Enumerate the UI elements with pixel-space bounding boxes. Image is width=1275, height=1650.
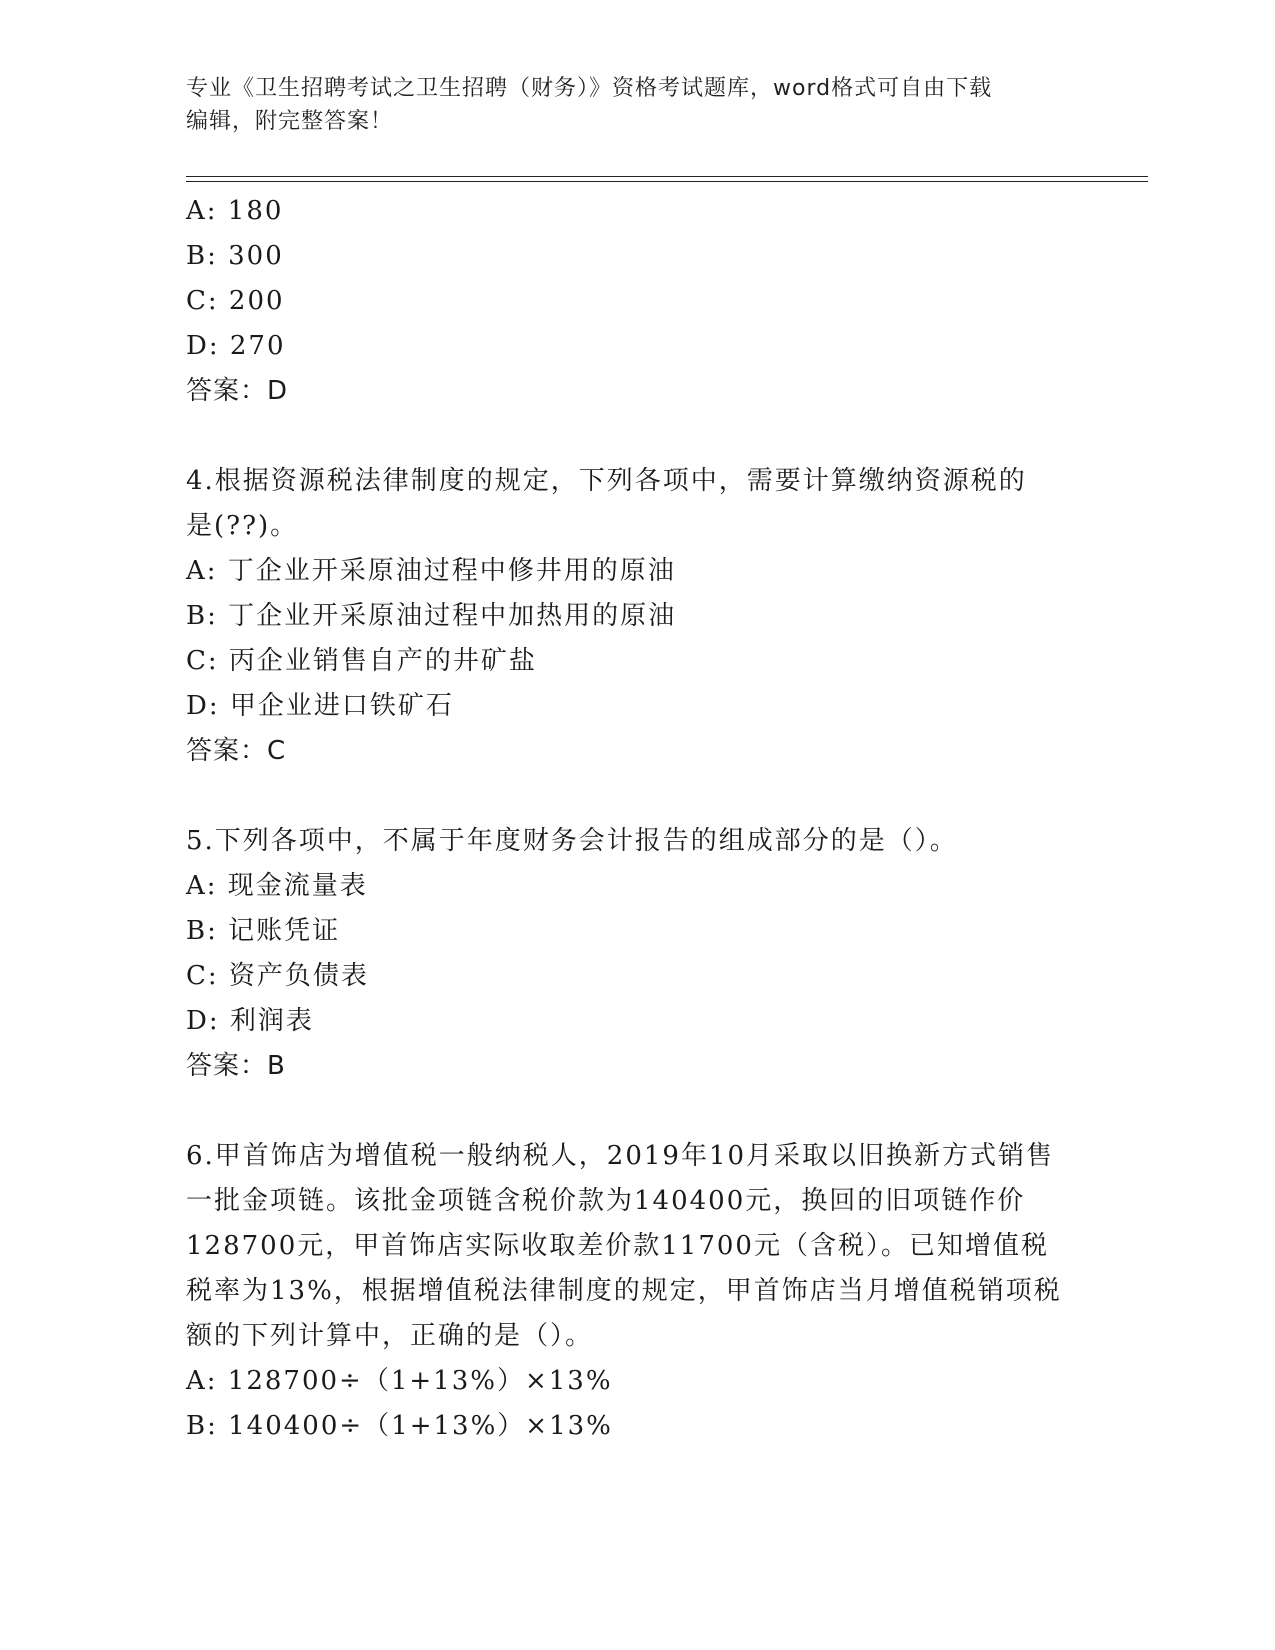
question-stem: 4.根据资源税法律制度的规定，下列各项中，需要计算缴纳资源税的 xyxy=(186,466,1027,496)
answer: 答案：D xyxy=(186,376,289,406)
spacer xyxy=(186,1089,1086,1134)
question-stem: 一批金项链。该批金项链含税价款为140400元，换回的旧项链作价 xyxy=(186,1186,1026,1216)
option-a: A: 180 xyxy=(186,196,284,226)
question-4 xyxy=(186,459,1086,774)
option-d: D: 270 xyxy=(186,331,286,361)
question-stem: 额的下列计算中，正确的是（）。 xyxy=(186,1321,594,1351)
option-b: B: 140400÷（1+13%）×13% xyxy=(186,1411,613,1441)
option-d: D: 甲企业进口铁矿石 xyxy=(186,691,454,721)
header-divider-top xyxy=(186,176,1148,177)
header-line-1: 专业《卫生招聘考试之卫生招聘（财务）》资格考试题库，word格式可自由下载 xyxy=(186,76,993,101)
answer: 答案：B xyxy=(186,1051,286,1081)
question-stem: 5.下列各项中，不属于年度财务会计报告的组成部分的是（）。 xyxy=(186,826,958,856)
spacer xyxy=(186,774,1086,819)
option-a: A: 现金流量表 xyxy=(186,871,368,901)
question-5 xyxy=(186,819,1086,1089)
option-a: A: 128700÷（1+13%）×13% xyxy=(186,1366,613,1396)
question-3 xyxy=(186,189,1086,414)
document-header xyxy=(186,72,1086,138)
question-stem: 6.甲首饰店为增值税一般纳税人，2019年10月采取以旧换新方式销售 xyxy=(186,1141,1055,1171)
option-b: B: 300 xyxy=(186,241,284,271)
spacer xyxy=(186,414,1086,459)
option-b: B: 丁企业开采原油过程中加热用的原油 xyxy=(186,601,677,631)
option-c: C: 200 xyxy=(186,286,285,316)
question-6 xyxy=(186,1134,1086,1449)
option-a: A: 丁企业开采原油过程中修井用的原油 xyxy=(186,556,676,586)
question-stem: 是(??)。 xyxy=(186,511,299,541)
option-c: C: 资产负债表 xyxy=(186,961,369,991)
option-c: C: 丙企业销售自产的井矿盐 xyxy=(186,646,537,676)
question-stem: 税率为13%，根据增值税法律制度的规定，甲首饰店当月增值税销项税 xyxy=(186,1276,1062,1306)
answer: 答案：C xyxy=(186,736,287,766)
question-list xyxy=(186,189,1086,1449)
option-b: B: 记账凭证 xyxy=(186,916,341,946)
option-d: D: 利润表 xyxy=(186,1006,314,1036)
question-stem: 128700元，甲首饰店实际收取差价款11700元（含税）。已知增值税 xyxy=(186,1231,1049,1261)
header-divider-bottom xyxy=(186,181,1148,182)
header-line-2: 编辑，附完整答案！ xyxy=(186,109,394,134)
